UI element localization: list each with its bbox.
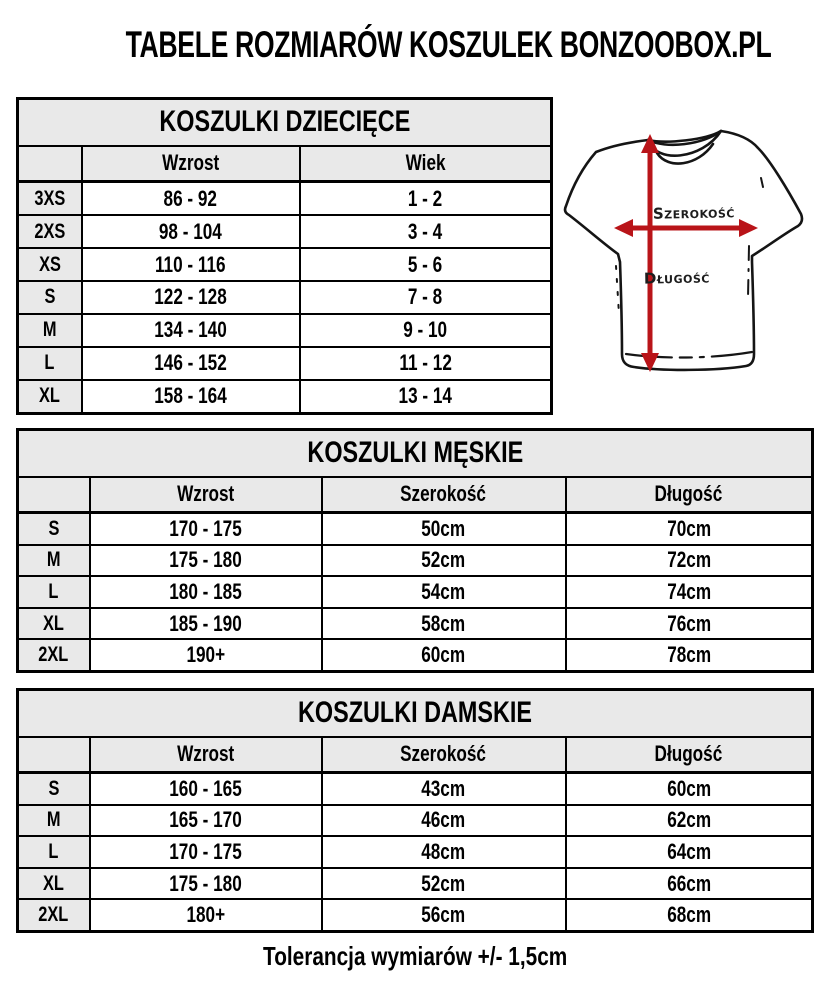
- height-cell: 134 - 140: [82, 314, 300, 347]
- column-header-wzrost: Wzrost: [82, 146, 300, 182]
- length-cell: 60cm: [566, 773, 813, 805]
- size-cell: 3XS: [18, 182, 82, 216]
- tshirt-measure-diagram: [556, 96, 830, 400]
- height-cell: 180 - 185: [90, 576, 322, 608]
- age-cell: 13 - 14: [300, 380, 552, 414]
- women-size-table: [16, 688, 814, 933]
- children-size-table: [16, 97, 553, 415]
- height-cell: 175 - 180: [90, 868, 322, 900]
- tshirt-outline-icon: [565, 131, 802, 370]
- children-table-title-row: [18, 99, 552, 146]
- table-row: [18, 805, 813, 837]
- column-header-szerokosc: Szerokość: [322, 737, 566, 773]
- age-cell: 11 - 12: [300, 347, 552, 380]
- width-cell: 54cm: [322, 576, 566, 608]
- table-row: [18, 314, 552, 347]
- height-cell: 98 - 104: [82, 215, 300, 248]
- age-cell: 7 - 8: [300, 281, 552, 314]
- tolerance-note: Tolerancja wymiarów +/- 1,5cm: [262, 941, 568, 971]
- column-header-dlugosc: Długość: [566, 477, 813, 513]
- table-row: [18, 576, 813, 608]
- height-cell: 185 - 190: [90, 608, 322, 640]
- width-cell: 43cm: [322, 773, 566, 805]
- length-cell: 78cm: [566, 639, 813, 671]
- height-cell: 165 - 170: [90, 805, 322, 837]
- size-cell: L: [18, 347, 82, 380]
- height-cell: 110 - 116: [82, 248, 300, 281]
- height-cell: 180+: [90, 899, 322, 931]
- width-cell: 52cm: [322, 868, 566, 900]
- column-header-wzrost: Wzrost: [90, 477, 322, 513]
- table-row: [18, 215, 552, 248]
- table-row: [18, 773, 813, 805]
- length-label: Długość: [643, 268, 711, 288]
- table-row: [18, 347, 552, 380]
- children-table-title: KOSZULKI DZIECIĘCE: [18, 99, 552, 146]
- page-title: [0, 24, 830, 66]
- length-cell: 76cm: [566, 608, 813, 640]
- length-cell: 74cm: [566, 576, 813, 608]
- women-table-title: KOSZULKI DAMSKIE: [18, 690, 813, 737]
- size-cell: 2XL: [18, 899, 90, 931]
- height-cell: 158 - 164: [82, 380, 300, 414]
- length-cell: 66cm: [566, 868, 813, 900]
- column-header-blank: [18, 737, 90, 773]
- length-cell: 62cm: [566, 805, 813, 837]
- width-cell: 58cm: [322, 608, 566, 640]
- size-cell: XS: [18, 248, 82, 281]
- height-cell: 170 - 175: [90, 836, 322, 868]
- age-cell: 3 - 4: [300, 215, 552, 248]
- size-cell: XL: [18, 380, 82, 414]
- width-cell: 56cm: [322, 899, 566, 931]
- women-table-header-row: [18, 737, 813, 773]
- men-table-title-row: [18, 430, 813, 477]
- men-size-table: [16, 428, 814, 673]
- width-cell: 46cm: [322, 805, 566, 837]
- page-title-text: TABELE ROZMIARÓW KOSZULEK BONZOOBOX.PL: [125, 24, 772, 65]
- height-cell: 122 - 128: [82, 281, 300, 314]
- children-table-header-row: [18, 146, 552, 182]
- table-row: [18, 639, 813, 671]
- table-row: [18, 868, 813, 900]
- column-header-blank: [18, 477, 90, 513]
- table-row: [18, 899, 813, 931]
- table-row: [18, 513, 813, 545]
- width-cell: 48cm: [322, 836, 566, 868]
- table-row: [18, 380, 552, 414]
- size-cell: M: [18, 805, 90, 837]
- table-row: [18, 836, 813, 868]
- column-header-szerokosc: Szerokość: [322, 477, 566, 513]
- women-table-title-row: [18, 690, 813, 737]
- size-cell: M: [18, 545, 90, 577]
- size-cell: L: [18, 836, 90, 868]
- size-cell: XL: [18, 608, 90, 640]
- size-cell: S: [18, 281, 82, 314]
- size-cell: 2XL: [18, 639, 90, 671]
- length-cell: 72cm: [566, 545, 813, 577]
- length-cell: 70cm: [566, 513, 813, 545]
- height-cell: 190+: [90, 639, 322, 671]
- age-cell: 1 - 2: [300, 182, 552, 216]
- width-cell: 60cm: [322, 639, 566, 671]
- size-cell: S: [18, 773, 90, 805]
- width-label: Szerokość: [652, 203, 736, 223]
- size-cell: L: [18, 576, 90, 608]
- column-header-wiek: Wiek: [300, 146, 552, 182]
- table-row: [18, 182, 552, 216]
- size-cell: S: [18, 513, 90, 545]
- length-cell: 68cm: [566, 899, 813, 931]
- size-cell: M: [18, 314, 82, 347]
- width-cell: 50cm: [322, 513, 566, 545]
- size-cell: XL: [18, 868, 90, 900]
- height-cell: 170 - 175: [90, 513, 322, 545]
- men-table-title: KOSZULKI MĘSKIE: [18, 430, 813, 477]
- table-row: [18, 545, 813, 577]
- height-cell: 146 - 152: [82, 347, 300, 380]
- size-cell: 2XS: [18, 215, 82, 248]
- men-table-header-row: [18, 477, 813, 513]
- age-cell: 9 - 10: [300, 314, 552, 347]
- column-header-wzrost: Wzrost: [90, 737, 322, 773]
- table-row: [18, 608, 813, 640]
- height-cell: 86 - 92: [82, 182, 300, 216]
- table-row: [18, 248, 552, 281]
- table-row: [18, 281, 552, 314]
- height-cell: 160 - 165: [90, 773, 322, 805]
- width-cell: 52cm: [322, 545, 566, 577]
- age-cell: 5 - 6: [300, 248, 552, 281]
- column-header-blank: [18, 146, 82, 182]
- column-header-dlugosc: Długość: [566, 737, 813, 773]
- length-cell: 64cm: [566, 836, 813, 868]
- height-cell: 175 - 180: [90, 545, 322, 577]
